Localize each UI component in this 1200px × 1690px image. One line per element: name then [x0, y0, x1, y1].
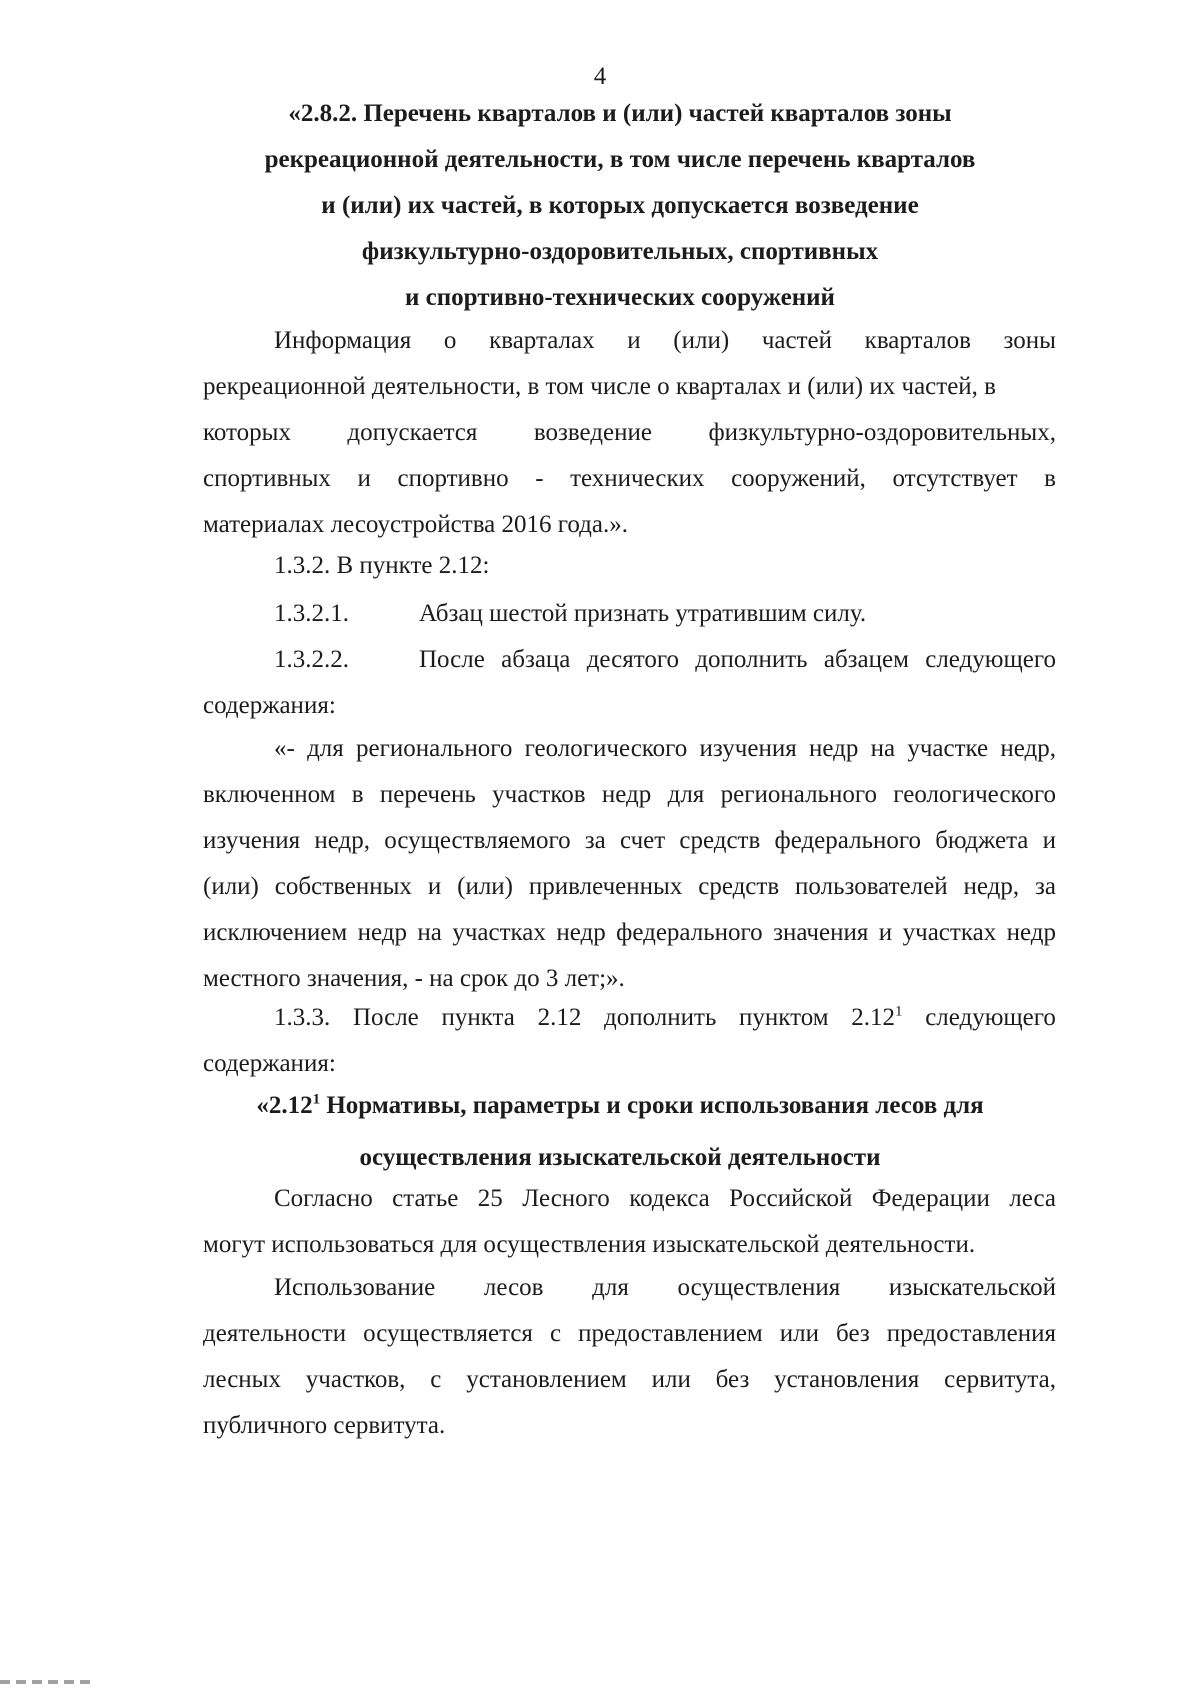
word: возведение [533, 419, 652, 446]
word: осуществления [677, 1274, 841, 1301]
heading-line: рекреационной деятельности, в том числе перечень кварталов [264, 146, 976, 173]
word: частей [761, 327, 833, 354]
paragraph-line: могут использоваться для осуществления изыскательской деятельности. [203, 1231, 976, 1258]
word: для [592, 1274, 629, 1301]
word: десятого [586, 646, 679, 673]
heading-line: и (или) их частей, в которых допускается возведение [321, 192, 919, 219]
reference-number: 2.12 [851, 1004, 895, 1031]
paragraph-usage [203, 1265, 1056, 1449]
heading-line: и спортивно-технических сооружений [405, 284, 835, 311]
numbered-line [203, 637, 1056, 683]
section-heading-2-8-2 [195, 88, 1045, 318]
paragraph-line: изучения недр, осуществляемого за счет средств федерального бюджета и [203, 827, 1056, 854]
heading-line [195, 1080, 1045, 1132]
word: сооружений, [731, 465, 866, 492]
item-1-3-2 [203, 543, 1056, 589]
paragraph-reference [851, 995, 902, 1041]
heading-line: осуществления изыскательской деятельности [359, 1144, 881, 1171]
word: о [443, 327, 457, 354]
item-number: 1.3.3. [274, 1004, 331, 1031]
word: в [1044, 465, 1056, 492]
paragraph-line: материалах лесоустройства 2016 года.». [203, 511, 628, 538]
word: абзацем [823, 646, 909, 673]
paragraph-line [203, 456, 1056, 502]
word: спортивных [203, 465, 331, 492]
paragraph-line: лесных участков, с установлением или без установления сервитута, [203, 1366, 1056, 1393]
word: Информация [274, 327, 412, 354]
word: спортивно [397, 465, 509, 492]
word: 2.12 [537, 1004, 582, 1031]
paragraph-line [203, 995, 1056, 1041]
paragraph-line: (или) собственных и (или) привлеченных средств пользователей недр, за [203, 873, 1056, 900]
word: допускается [347, 419, 478, 446]
word: Использование [274, 1274, 436, 1301]
word: технических [570, 465, 705, 492]
word: После [419, 646, 485, 673]
word: кварталах [489, 327, 595, 354]
item-1-3-3 [203, 995, 1056, 1087]
paragraph-line [203, 1265, 1056, 1311]
paragraph-line [203, 318, 1056, 364]
word: и [627, 327, 641, 354]
word: следующего [925, 1004, 1056, 1031]
paragraph-information [203, 318, 1056, 548]
paragraph-line [203, 410, 1056, 456]
word: зоны [1003, 327, 1056, 354]
item-text: Абзац шестой признать утратившим силу. [419, 600, 867, 627]
section-heading-2-12-1 [195, 1080, 1045, 1184]
word: изыскательской [888, 1274, 1056, 1301]
paragraph-line: рекреационной деятельности, в том числе о кварталах и (или) их частей, в [203, 373, 996, 400]
heading-number: «2.12 [256, 1092, 313, 1119]
heading-line: «2.8.2. Перечень кварталов и (или) частей кварталов зоны [288, 100, 952, 127]
word: дополнить [604, 1004, 717, 1031]
heading-text: Нормативы, параметры и сроки использования лесов для [320, 1092, 984, 1119]
item-1-3-2-2 [203, 637, 1056, 729]
word: дополнить [695, 646, 808, 673]
quoted-paragraph [203, 726, 1056, 1002]
paragraph-line: публичного сервитута. [203, 1412, 446, 1439]
word: (или) [673, 327, 730, 354]
numbered-line [203, 591, 1056, 637]
paragraph-line: «- для регионального геологического изучения недр на участке недр, [274, 735, 1056, 762]
item-text [419, 637, 1056, 683]
word: пунктом [739, 1004, 829, 1031]
word: После [352, 1004, 419, 1031]
word: отсутствует [892, 465, 1018, 492]
paragraph-article-25 [203, 1176, 1056, 1268]
word: - [535, 465, 544, 492]
paragraph-line: включенном в перечень участков недр для регионального геологического [203, 781, 1056, 808]
word: следующего [925, 646, 1056, 673]
item-text: 1.3.2. В пункте 2.12: [274, 552, 490, 579]
item-number: 1.3.2.1. [274, 600, 349, 627]
paragraph-line: деятельности осуществляется с предоставлением или без предоставления [203, 1320, 1056, 1347]
scan-artifact [0, 1680, 90, 1684]
superscript: 1 [312, 1091, 321, 1108]
superscript: 1 [895, 1003, 903, 1020]
word: кварталов [864, 327, 971, 354]
page-number: 4 [593, 63, 607, 90]
word: абзаца [501, 646, 571, 673]
word: которых [203, 419, 291, 446]
word: физкультурно-оздоровительных, [708, 419, 1056, 446]
item-number: 1.3.2.2. [274, 646, 349, 673]
word: лесов [483, 1274, 544, 1301]
item-1-3-2-1 [203, 591, 1056, 637]
heading-line: физкультурно-оздоровительных, спортивных [361, 238, 879, 265]
paragraph-line: Согласно статье 25 Лесного кодекса Российской Федерации леса [274, 1185, 1056, 1212]
paragraph-line: исключением недр на участках недр федерального значения и участках недр [203, 919, 1056, 946]
word: пункта [441, 1004, 515, 1031]
word: и [357, 465, 371, 492]
paragraph-line: местного значения, - на срок до 3 лет;». [203, 965, 625, 992]
paragraph-line: содержания: [203, 692, 336, 719]
paragraph-line: содержания: [203, 1050, 336, 1077]
